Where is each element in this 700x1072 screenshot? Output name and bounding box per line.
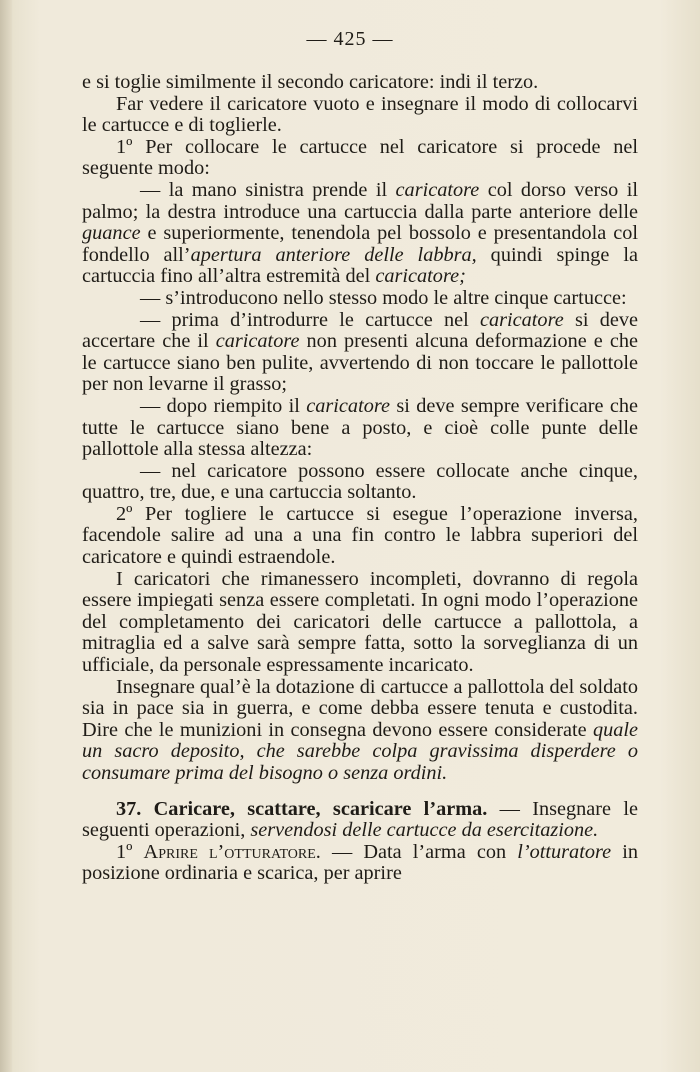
paragraph: 1º Per collocare le cartucce nel caricatore si procede nel seguente modo:: [82, 135, 638, 180]
paragraph: — dopo riempito il caricatore si deve sempre verificare che tutte le cartucce siano bene a posto, e cioè colle punte delle pallottole alla stessa altezza:: [82, 394, 638, 461]
page-gutter-shadow: [0, 0, 12, 1072]
paragraph: — nel caricatore possono essere collocate anche cinque, quattro, tre, due, e una cartuccia soltanto.: [82, 459, 638, 504]
paragraph: — la mano sinistra prende il caricatore col dorso verso il palmo; la destra introduce una cartuccia dalla parte anteriore delle guance e superiormente, tenendola pel bossolo e presentandola col fondello all’apertura anteriore delle labbra, quindi spinge la cartuccia fino all’altra estremità del caricatore;: [82, 178, 639, 288]
paragraph: 2º Per togliere le cartucce si esegue l’operazione inversa, facendole salire ad una a una fin contro le labbra superiori del caricatore e quindi estraendole.: [82, 502, 638, 569]
paragraph: — s’introducono nello stesso modo le altre cinque cartucce:: [140, 286, 627, 309]
paragraph: — prima d’introdurre le cartucce nel caricatore si deve accertare che il caricatore non presenti alcuna deformazione e che le cartucce siano ben pulite, avvertendo di non toccare le pallottole per non levarne il grasso;: [82, 308, 639, 396]
paragraph: e si toglie similmente il secondo caricatore: indi il terzo.: [82, 71, 539, 93]
paragraph: 1º Aprire l’otturatore. — Data l’arma con l’otturatore in posizione ordinaria e scarica, per aprire: [82, 840, 638, 885]
page-number: — 425 —: [306, 28, 394, 50]
paragraph: I caricatori che rimanessero incompleti, dovranno di regola essere impiegati senza essere completati. In ogni modo l’operazione del completamento dei caricatori delle cartucce a pallottola, a mitraglia ed a salve sarà sempre fatta, sotto la sorveglianza di un ufficiale, da personale espressamente incaricato.: [82, 567, 638, 677]
section-heading: 37. Caricare, scattare, scaricare l’arma. — Insegnare le seguenti operazioni, servendosi delle cartucce da esercitazione.: [82, 797, 638, 842]
paragraph: Insegnare qual’è la dotazione di cartucce a pallottola del soldato sia in pace sia in guerra, e come debba essere tenuta e custodita. Dire che le munizioni in consegna devono essere considerate quale un sacro deposito, che sarebbe colpa gravissima disperdere o consumare prima del bisogno o senza ordini.: [82, 675, 638, 784]
body-text: [82, 72, 638, 885]
paragraph: Far vedere il caricatore vuoto e insegnare il modo di collocarvi le cartucce e di toglierle.: [82, 92, 638, 137]
